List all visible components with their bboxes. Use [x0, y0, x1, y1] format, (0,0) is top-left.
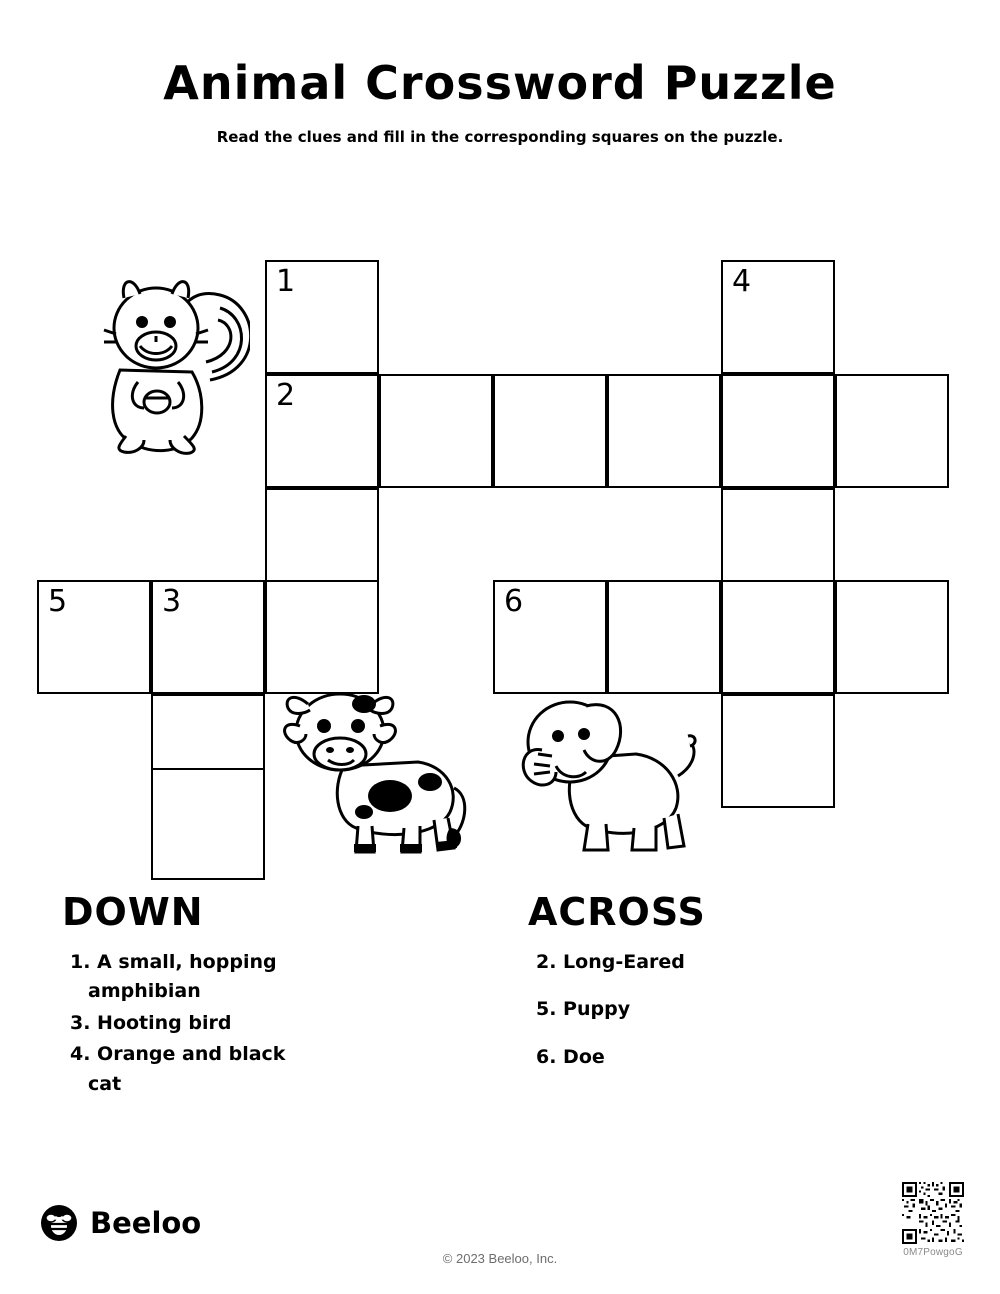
- crossword-grid: [0, 240, 1000, 890]
- list-item: 4. Orange and black cat: [70, 1043, 286, 1095]
- grid-cell-4[interactable]: [721, 260, 835, 374]
- down-heading: DOWN: [62, 890, 204, 934]
- down-clues: [62, 890, 322, 1101]
- cell-number: 3: [162, 584, 182, 619]
- cell-number: 4: [732, 264, 752, 299]
- grid-cell[interactable]: [379, 374, 493, 488]
- across-heading: ACROSS: [528, 890, 706, 934]
- list-item: 1. A small, hopping amphibian: [70, 951, 277, 1003]
- down-clue-list: [62, 948, 322, 1099]
- qr-label: 0M7PowgoG: [903, 1247, 963, 1258]
- squirrel-illustration: [60, 250, 250, 475]
- cow-illustration: [278, 670, 478, 865]
- grid-cell[interactable]: [721, 374, 835, 488]
- grid-cell[interactable]: [607, 374, 721, 488]
- elephant-illustration: [508, 680, 708, 865]
- grid-cell-5[interactable]: [37, 580, 151, 694]
- brand-name: Beeloo: [90, 1206, 202, 1240]
- across-clues: [528, 890, 858, 1090]
- grid-cell-3[interactable]: [151, 580, 265, 694]
- list-item: 6. Doe: [536, 1045, 605, 1068]
- grid-cell[interactable]: [493, 374, 607, 488]
- across-clue-list: [528, 948, 858, 1072]
- grid-cell-6[interactable]: [493, 580, 607, 694]
- grid-cell[interactable]: [151, 768, 265, 880]
- page-subtitle: Read the clues and fill in the corresponding squares on the puzzle.: [216, 128, 784, 146]
- list-item: 5. Puppy: [536, 998, 631, 1021]
- grid-cell[interactable]: [607, 580, 721, 694]
- brand-logo: [40, 1204, 201, 1242]
- copyright-text: © 2023 Beeloo, Inc.: [442, 1251, 558, 1266]
- qr-code-icon: [902, 1182, 964, 1244]
- qr-block: [902, 1182, 964, 1258]
- grid-cell[interactable]: [721, 694, 835, 808]
- cell-number: 6: [504, 584, 524, 619]
- page-title: Animal Crossword Puzzle: [163, 56, 837, 110]
- grid-cell[interactable]: [835, 580, 949, 694]
- grid-cell[interactable]: [835, 374, 949, 488]
- bee-icon: [40, 1204, 78, 1242]
- grid-cell-2[interactable]: [265, 374, 379, 488]
- cell-number: 1: [276, 264, 296, 299]
- grid-cell[interactable]: [721, 580, 835, 694]
- list-item: 3. Hooting bird: [70, 1011, 232, 1034]
- list-item: 2. Long-Eared: [536, 951, 685, 973]
- grid-cell-1[interactable]: [265, 260, 379, 374]
- cell-number: 2: [276, 378, 296, 413]
- cell-number: 5: [48, 584, 68, 619]
